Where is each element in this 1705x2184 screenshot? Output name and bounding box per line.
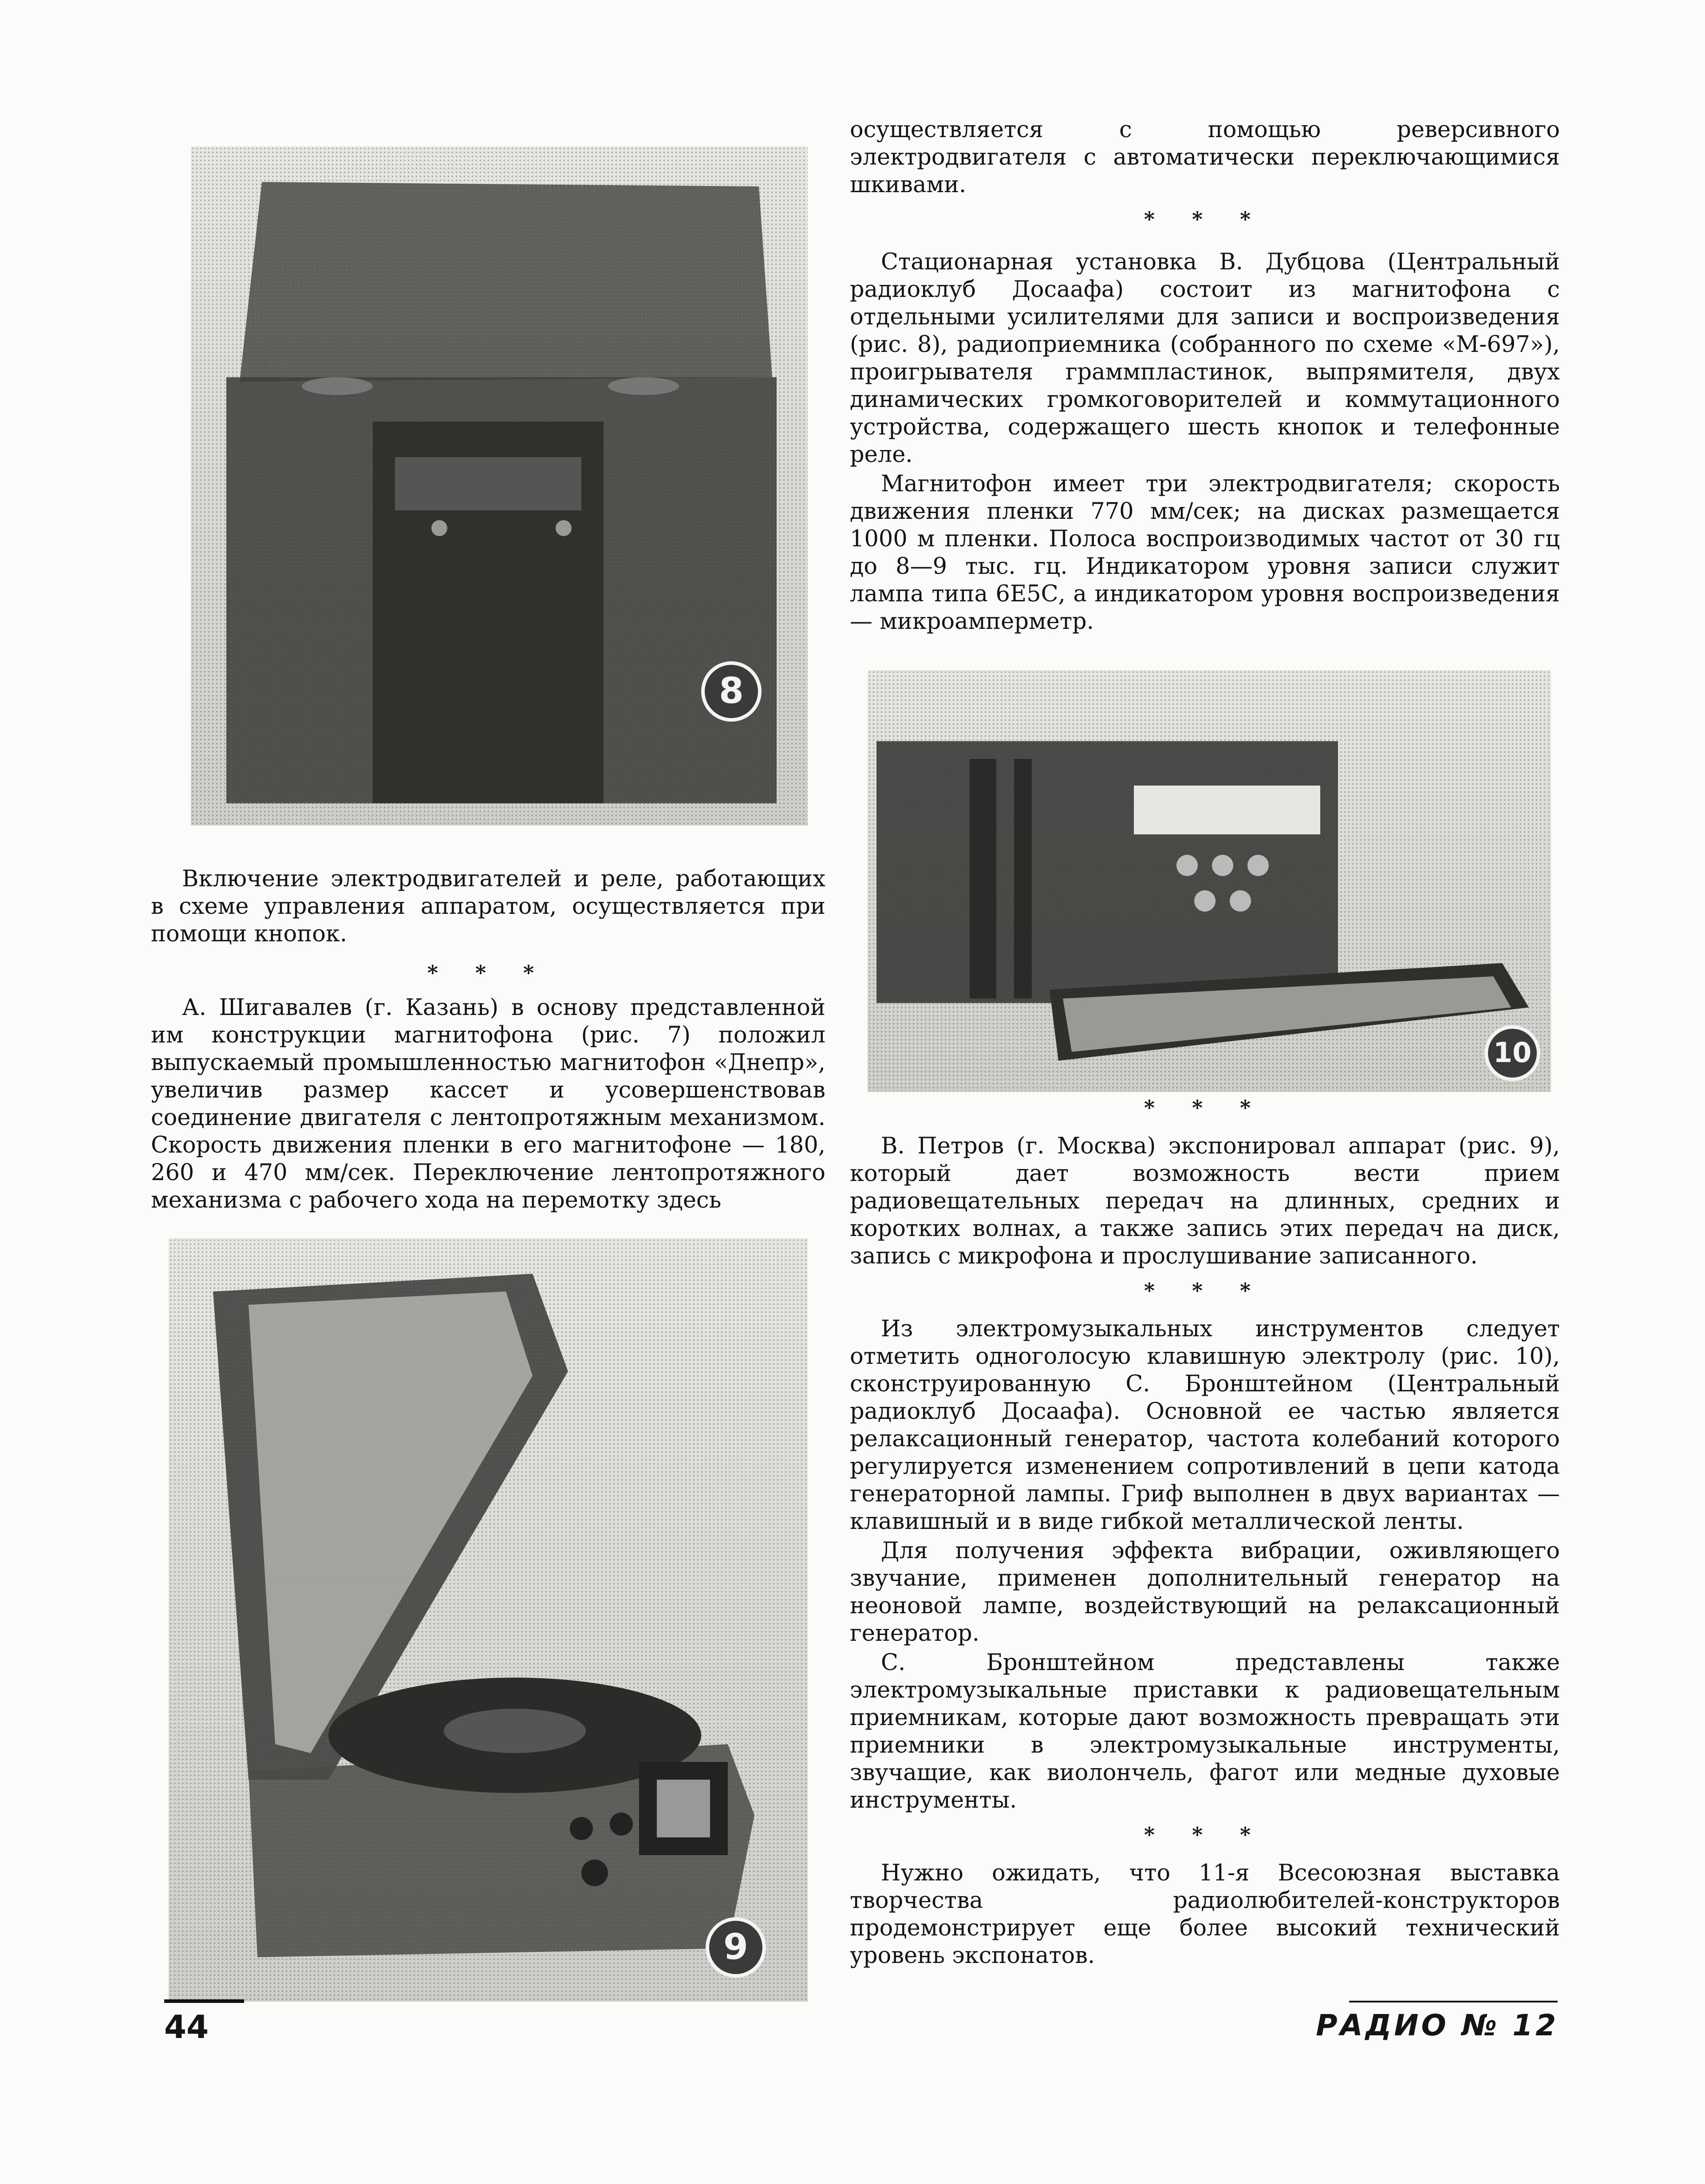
figure-9-number-badge: 9: [706, 1917, 766, 1978]
paragraph-magnitofon: Магнитофон имеет три электродвигателя; скорость движения пленки 770 мм/сек; на дисках размещается 1000 м пленки. Полоса воспроизводимых частот от 30 гц до 8—9 тыс. гц. Индикатором уровня записи служит лампа типа 6Е5С, а индикатором уровня воспроизведения — микроамперметр.: [850, 471, 1560, 635]
figure-8-photo: [191, 146, 808, 825]
paragraph-vkluchenie: Включение электродвигателей и реле, работающих в схеме управления аппаратом, осуществляется при помощи кнопок.: [151, 866, 825, 947]
left-column-text: [151, 865, 825, 1214]
figure-9-illustration: [169, 1238, 808, 2002]
footer-rule-right: [1349, 2001, 1558, 2002]
section-separator: * * *: [1144, 1823, 1266, 1847]
paragraph-bronshtein: С. Бронштейном представлены также электромузыкальные приставки к радиовещательным приемникам, которые дают возможность превращать эти приемники в электромузыкальные инструменты, звучащие, как виолончель, фагот или медные духовые инструменты.: [850, 1650, 1560, 1813]
paragraph-vibracia: Для получения эффекта вибрации, оживляющего звучание, применен дополнительный генератор на неоновой лампе, воздействующий на релаксационный генератор.: [850, 1538, 1560, 1647]
figure-10-photo: [868, 670, 1551, 1092]
paragraph-dubtsov: Стационарная установка В. Дубцова (Центральный радиоклуб Досаафа) состоит из магнитофона с отдельными усилителями для записи и воспроизведения (рис. 8), радиоприемника (собранного по схеме «М-697»), проигрывателя граммпластинок, выпрямителя, двух динамических громкоговорителей и коммутационного устройства, содержащего шесть кнопок и телефонные реле.: [850, 249, 1560, 468]
right-column-top-text: [850, 116, 1560, 636]
paragraph-shigavalev: А. Шигавалев (г. Казань) в основу представленной им конструкции магнитофона (рис. 7) положил выпускаемый промышленностью магнитофон «Днепр», увеличив размер кассет и усовершенствовав соединение двигателя с лентопротяжным механизмом. Скорость движения пленки в его магнитофоне — 180, 260 и 470 мм/сек. Переключение лентопротяжного механизма с рабочего хода на перемотку здесь: [151, 995, 825, 1213]
figure-10-number-badge: 10: [1484, 1025, 1540, 1081]
section-separator: * * *: [1144, 207, 1266, 231]
section-separator: * * *: [1144, 1096, 1266, 1120]
section-separator: * * *: [427, 961, 549, 985]
section-separator: * * *: [1144, 1279, 1266, 1303]
figure-10-illustration: [868, 670, 1551, 1092]
figure-8-illustration: [191, 146, 808, 825]
figure-9-photo: [169, 1238, 808, 2002]
paragraph-petrov: В. Петров (г. Москва) экспонировал аппарат (рис. 9), который дает возможность вести прием радиовещательных передач на длинных, средних и коротких волнах, а также запись этих передач на диск, запись с микрофона и прослушивание записанного.: [850, 1133, 1560, 1269]
journal-issue: РАДИО № 12: [1316, 2008, 1559, 2042]
footer-rule-left: [164, 1999, 244, 2003]
figure-8-number-badge: 8: [701, 661, 762, 722]
paragraph-final: Нужно ожидать, что 11-я Всесоюзная выставка творчества радиолюбителей-конструкторов продемонстрирует еще более высокий технический уровень экспонатов.: [850, 1860, 1560, 1969]
right-column-bottom-text: [850, 1096, 1560, 1970]
paragraph-continuation: осуществляется с помощью реверсивного электродвигателя с автоматически переключающимися шкивами.: [850, 117, 1560, 198]
page-number: 44: [164, 2008, 209, 2046]
paragraph-electrola: Из электромузыкальных инструментов следует отметить одноголосую клавишную электролу (рис. 10), сконструированную С. Бронштейном (Центральный радиоклуб Досаафа). Основной ее частью является релаксационный генератор, частота колебаний которого регулируется изменением сопротивлений в цепи катода генераторной лампы. Гриф выполнен в двух вариантах — клавишный и в виде гибкой металлической ленты.: [850, 1316, 1560, 1535]
